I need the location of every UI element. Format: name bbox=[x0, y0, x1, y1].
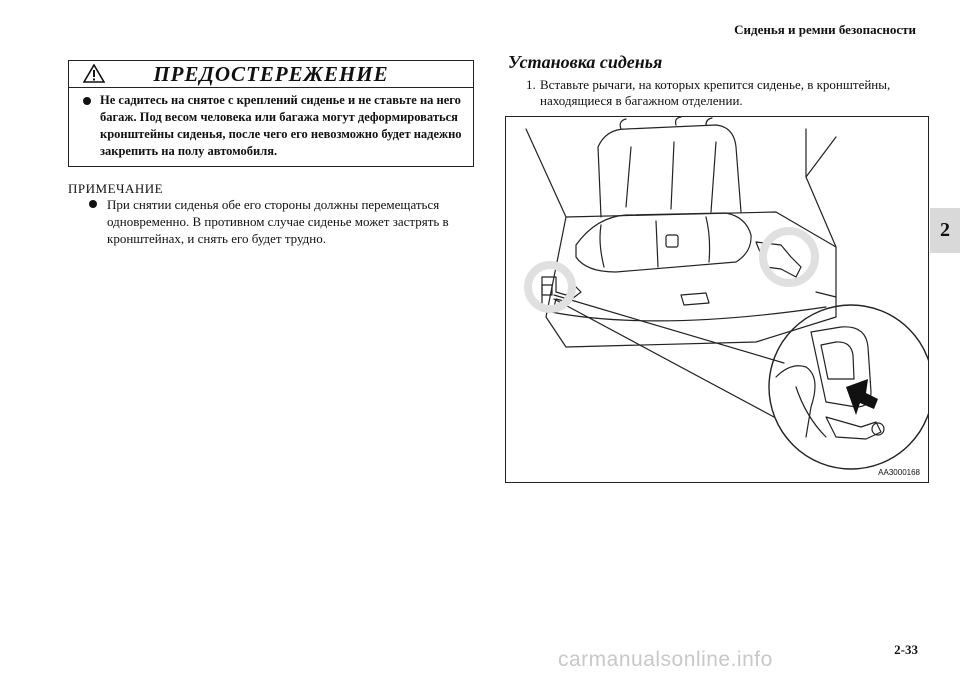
warning-text: Не садитесь на снятое с креплений сиденье и не ставьте на него багаж. Под весом человека или багажа могут деформироваться кронштейны сиденья, после чего его невозможно будет надежно закрепить на полу автомобиля. bbox=[100, 93, 462, 158]
section-title: Установка сиденья bbox=[508, 52, 663, 72]
bullet-icon bbox=[89, 200, 97, 208]
chapter-tab-label: 2 bbox=[940, 219, 950, 241]
seat-illustration bbox=[506, 117, 928, 482]
note-body bbox=[89, 196, 469, 247]
warning-box bbox=[68, 60, 474, 167]
step-number: 1. bbox=[526, 77, 536, 92]
note-text: При снятии сиденья обе его стороны должны перемещаться одновременно. В противном случае сиденье может застрять в кронштейнах, и снять его будет трудно. bbox=[107, 197, 449, 246]
step-text: Вставьте рычаги, на которых крепится сиденье, в кронштейны, находящиеся в багажном отделении. bbox=[540, 77, 891, 108]
step-1 bbox=[526, 77, 926, 109]
seat-installation-figure bbox=[505, 116, 929, 483]
note-heading: ПРИМЕЧАНИЕ bbox=[68, 181, 164, 196]
bullet-icon bbox=[83, 97, 91, 105]
watermark: carmanualsonline.info bbox=[558, 648, 773, 671]
warning-title: ПРЕДОСТЕРЕЖЕНИЕ bbox=[153, 61, 389, 86]
warning-header bbox=[69, 61, 473, 88]
running-header: Сиденья и ремни безопасности bbox=[734, 22, 916, 37]
chapter-tab bbox=[930, 208, 960, 253]
insert-arrow-icon bbox=[846, 379, 878, 415]
warning-triangle-icon bbox=[83, 64, 105, 83]
warning-body bbox=[69, 88, 473, 166]
page-number: 2-33 bbox=[894, 642, 918, 657]
figure-code: AA3000168 bbox=[878, 468, 920, 477]
